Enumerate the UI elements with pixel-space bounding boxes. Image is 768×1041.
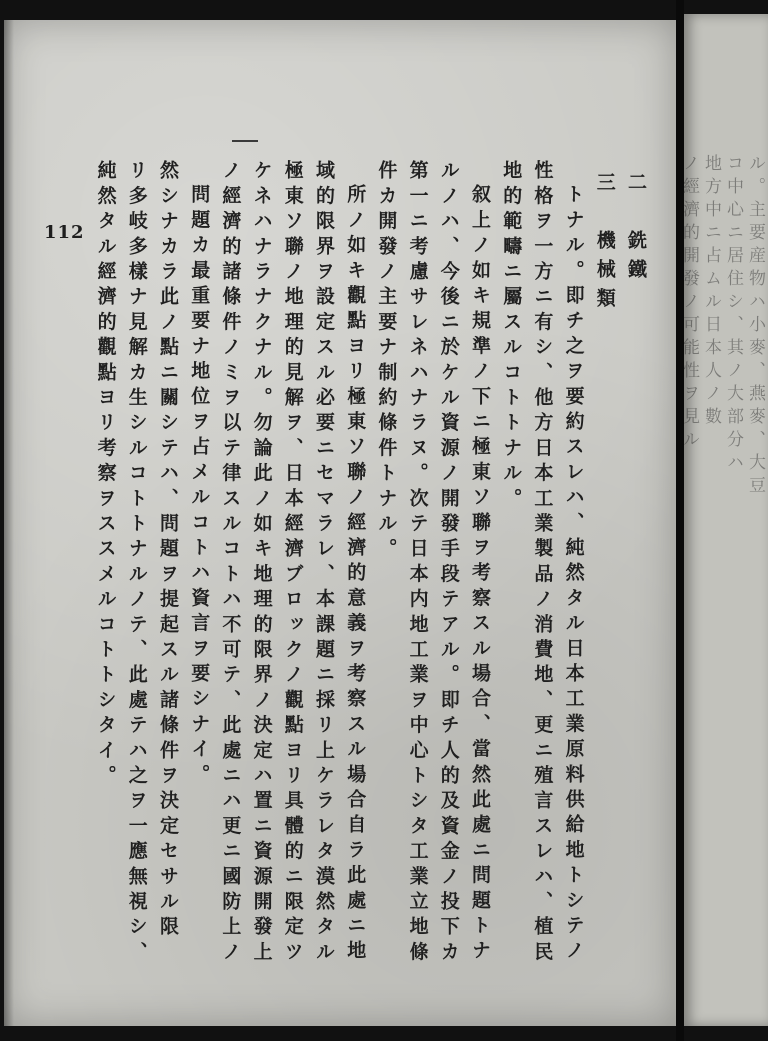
text-column: 件カ開發ノ主要ナ制約條件トナル。 <box>375 160 398 564</box>
text-column: リ多岐多樣ナ見解カ生シルコトトナルノテ、此處テハ之ヲ一應無視シ、 <box>125 160 148 967</box>
text-column: トナル。即チ之ヲ要約スレハ、純然タル日本工業原料供給地トシテノ <box>562 184 585 966</box>
body-text <box>80 160 650 1020</box>
text-column: 所ノ如キ觀點ヨリ極東ソ聯ノ經濟的意義ヲ考察スル場合自ラ此處ニ地 <box>344 184 367 966</box>
text-column: 地的範疇ニ屬スルコトトナル。 <box>500 160 523 513</box>
text-column: ケネハナラナクナル。勿論此ノ如キ地理的限界ノ決定ハ置ニ資源開發上 <box>250 160 273 967</box>
facing-page-text: 地方中ニ占ムル日本人ノ數 <box>701 154 721 430</box>
facing-page-text: ル。主要産物ハ小麥、燕麥、大豆 <box>745 154 765 499</box>
text-column: 問題カ最重要ナ地位ヲ占メルコトハ資言ヲ要シナイ。 <box>188 184 211 789</box>
section-heading: 三 機械類 <box>593 172 616 317</box>
text-column: ルノハ、今後ニ於ケル資源ノ開發手段テアル。即チ人的及資金ノ投下カ <box>437 160 460 967</box>
page-binding-shadow <box>4 20 14 1026</box>
top-rule <box>232 140 258 142</box>
section-heading: 二 銑鐵 <box>625 172 647 288</box>
text-column: 叙上ノ如キ規準ノ下ニ極東ソ聯ヲ考察スル場合、當然此處ニ問題トナ <box>469 184 491 966</box>
book-page <box>4 20 676 1026</box>
text-column: 第一ニ考慮サレネハナラヌ。次テ日本内地工業ヲ中心トシタ工業立地條 <box>406 160 429 967</box>
text-column: 性格ヲ一方ニ有シ、他方日本工業製品ノ消費地、更ニ殖言スレハ、植民 <box>531 160 554 967</box>
page-number: 112 <box>44 222 85 243</box>
facing-page <box>679 14 768 1026</box>
text-column: 域的限界ヲ設定スル必要ニセマラレ、本課題ニ採リ上ケラレタ漠然タル <box>313 160 335 967</box>
text-column: 極東ソ聯ノ地理的見解ヲ、日本經濟ブロックノ觀點ヨリ具體的ニ限定ツ <box>281 160 304 967</box>
text-column: ノ經濟的諸條件ノミヲ以テ律スルコトハ不可テ、此處ニハ更ニ國防上ノ <box>219 160 242 967</box>
text-column: 純然タル經濟的觀點ヨリ考察ヲススメルコトトシタイ。 <box>94 160 117 790</box>
text-column: 然シナカラ此ノ點ニ關シテハ、問題ヲ提起スル諸條件ヲ決定セサル限 <box>157 160 179 942</box>
facing-page-text: コ中心ニ居住シ、其ノ大部分ハ <box>723 154 743 476</box>
facing-page-text: ノ經濟的開發ノ可能性ヲ見ル <box>679 154 699 453</box>
